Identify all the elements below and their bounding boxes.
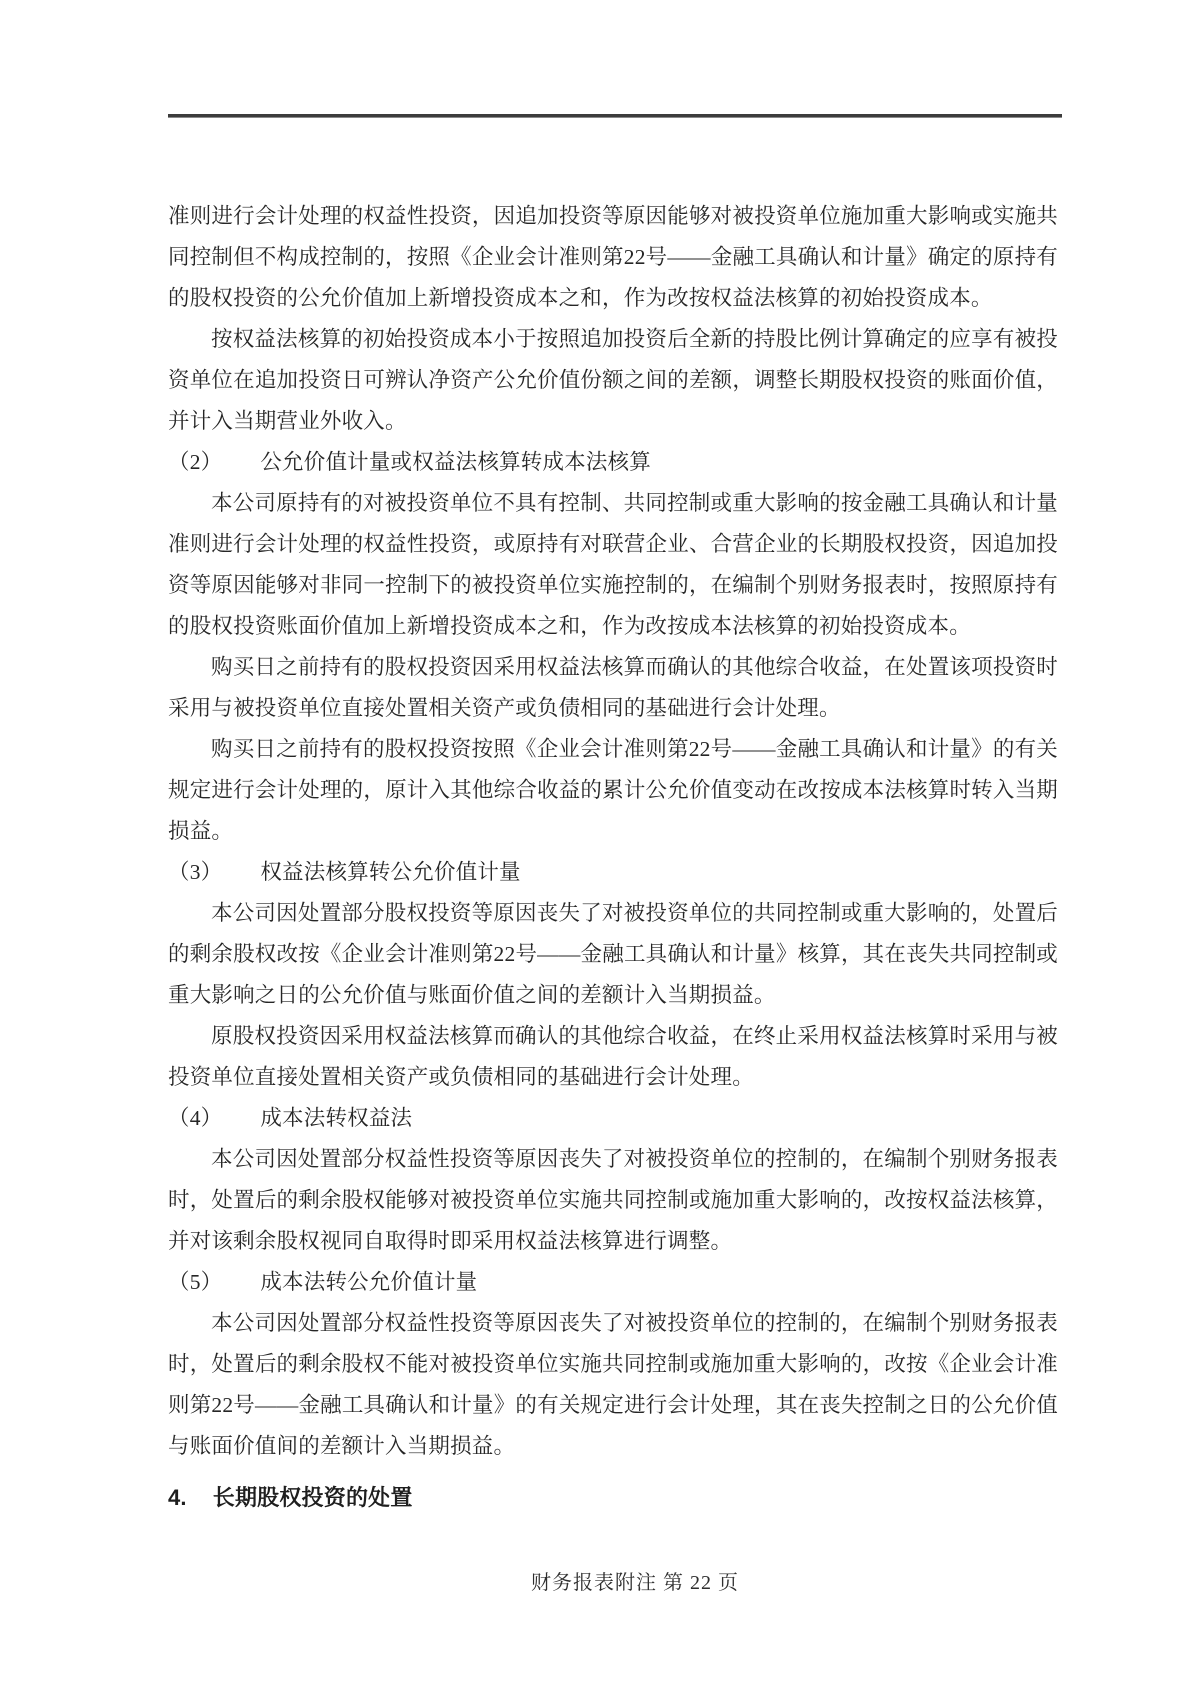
numbered-subheading-2 xyxy=(168,442,1058,483)
body-paragraph: 本公司因处置部分权益性投资等原因丧失了对被投资单位的控制的，在编制个别财务报表时，处置后的剩余股权不能对被投资单位实施共同控制或施加重大影响的，改按《企业会计准则第22号——金融工具确认和计量》的有关规定进行会计处理，其在丧失控制之日的公允价值与账面价值间的差额计入当期损益。 xyxy=(168,1311,1058,1458)
item-number: （3） xyxy=(168,860,223,884)
body-paragraph: 购买日之前持有的股权投资按照《企业会计准则第22号——金融工具确认和计量》的有关规定进行会计处理的，原计入其他综合收益的累计公允价值变动在改按成本法核算时转入当期损益。 xyxy=(168,737,1058,843)
item-number: （2） xyxy=(168,450,223,474)
body-paragraph: 本公司原持有的对被投资单位不具有控制、共同控制或重大影响的按金融工具确认和计量准则进行会计处理的权益性投资，或原持有对联营企业、合营企业的长期股权投资，因追加投资等原因能够对非同一控制下的被投资单位实施控制的，在编制个别财务报表时，按照原持有的股权投资账面价值加上新增投资成本之和，作为改按成本法核算的初始投资成本。 xyxy=(168,491,1058,638)
item-title: 公允价值计量或权益法核算转成本法核算 xyxy=(260,450,651,474)
numbered-subheading-5 xyxy=(168,1262,1058,1303)
body-paragraph: 购买日之前持有的股权投资因采用权益法核算而确认的其他综合收益，在处置该项投资时采用与被投资单位直接处置相关资产或负债相同的基础进行会计处理。 xyxy=(168,655,1058,720)
item-title: 成本法转公允价值计量 xyxy=(260,1270,478,1294)
section-number: 4. xyxy=(168,1485,187,1510)
body-paragraph: 本公司因处置部分股权投资等原因丧失了对被投资单位的共同控制或重大影响的，处置后的剩余股权改按《企业会计准则第22号——金融工具确认和计量》核算，其在丧失共同控制或重大影响之日的公允价值与账面价值之间的差额计入当期损益。 xyxy=(168,901,1058,1007)
page-footer xyxy=(190,1566,1080,1595)
section-title: 长期股权投资的处置 xyxy=(212,1485,413,1510)
header-divider-rule xyxy=(168,114,1062,118)
section-heading-4 xyxy=(168,1477,1058,1518)
numbered-subheading-3 xyxy=(168,852,1058,893)
body-paragraph: 本公司因处置部分权益性投资等原因丧失了对被投资单位的控制的，在编制个别财务报表时，处置后的剩余股权能够对被投资单位实施共同控制或施加重大影响的，改按权益法核算，并对该剩余股权视同自取得时即采用权益法核算进行调整。 xyxy=(168,1147,1058,1253)
item-title: 成本法转权益法 xyxy=(260,1106,413,1130)
footer-text: 财务报表附注 第 22 页 xyxy=(531,1572,739,1594)
body-paragraph: 原股权投资因采用权益法核算而确认的其他综合收益，在终止采用权益法核算时采用与被投资单位直接处置相关资产或负债相同的基础进行会计处理。 xyxy=(168,1024,1058,1089)
body-paragraph: 按权益法核算的初始投资成本小于按照追加投资后全新的持股比例计算确定的应享有被投资单位在追加投资日可辨认净资产公允价值份额之间的差额，调整长期股权投资的账面价值，并计入当期营业外收入。 xyxy=(168,327,1058,433)
item-title: 权益法核算转公允价值计量 xyxy=(260,860,521,884)
document-body xyxy=(168,196,1058,1518)
item-number: （5） xyxy=(168,1270,223,1294)
body-paragraph: 准则进行会计处理的权益性投资，因追加投资等原因能够对被投资单位施加重大影响或实施共同控制但不构成控制的，按照《企业会计准则第22号——金融工具确认和计量》确定的原持有的股权投资的公允价值加上新增投资成本之和，作为改按权益法核算的初始投资成本。 xyxy=(168,204,1058,310)
item-number: （4） xyxy=(168,1106,223,1130)
numbered-subheading-4 xyxy=(168,1098,1058,1139)
